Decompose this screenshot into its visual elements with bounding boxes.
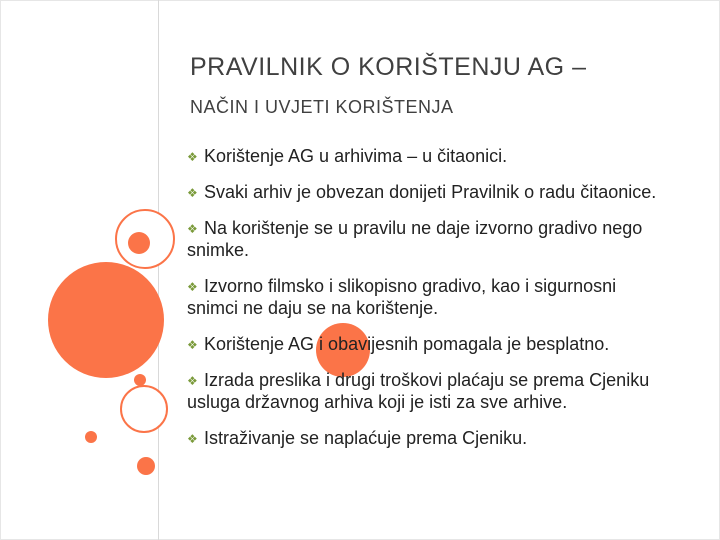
bullet-text: Istraživanje se naplaćuje prema Cjeniku. [204,428,528,448]
decorative-dot [137,457,155,475]
diamond-bullet-icon: ❖ [187,374,198,388]
list-item [187,181,665,203]
diamond-bullet-icon: ❖ [187,186,198,200]
diamond-bullet-icon: ❖ [187,280,198,294]
decorative-dot [85,431,97,443]
title-line-1: PRAVILNIK O KORIŠTENJU AG – [190,53,587,81]
bullet-text: Na korištenje se u pravilu ne daje izvorno gradivo nego snimke. [187,218,643,260]
diamond-bullet-icon: ❖ [187,222,198,236]
list-item [187,275,665,319]
decorative-circle-large [48,262,164,378]
list-item [187,427,665,449]
list-item [187,333,665,355]
list-item [187,145,665,167]
title-line-2: NAČIN I UVJETI KORIŠTENJA [190,97,454,117]
list-item [187,369,665,413]
bullet-text: Korištenje AG i obavijesnih pomagala je besplatno. [204,334,610,354]
slide-title [190,50,690,124]
bullet-text: Izvorno filmsko i slikopisno gradivo, kao i sigurnosni snimci ne daju se na korištenje. [187,276,617,318]
bullet-text: Korištenje AG u arhivima – u čitaonici. [204,146,508,166]
diamond-bullet-icon: ❖ [187,338,198,352]
bullet-text: Svaki arhiv je obvezan donijeti Pravilnik o radu čitaonice. [204,182,657,202]
diamond-bullet-icon: ❖ [187,432,198,446]
diamond-bullet-icon: ❖ [187,150,198,164]
decorative-ring-lower [120,385,168,433]
decorative-circle-small [128,232,150,254]
decorative-dot [134,374,146,386]
bullet-text: Izrada preslika i drugi troškovi plaćaju se prema Cjeniku usluga državnog arhiva koji je isti za sve arhive. [187,370,650,412]
bullet-list [187,145,665,463]
vertical-divider-line [158,0,159,540]
list-item [187,217,665,261]
